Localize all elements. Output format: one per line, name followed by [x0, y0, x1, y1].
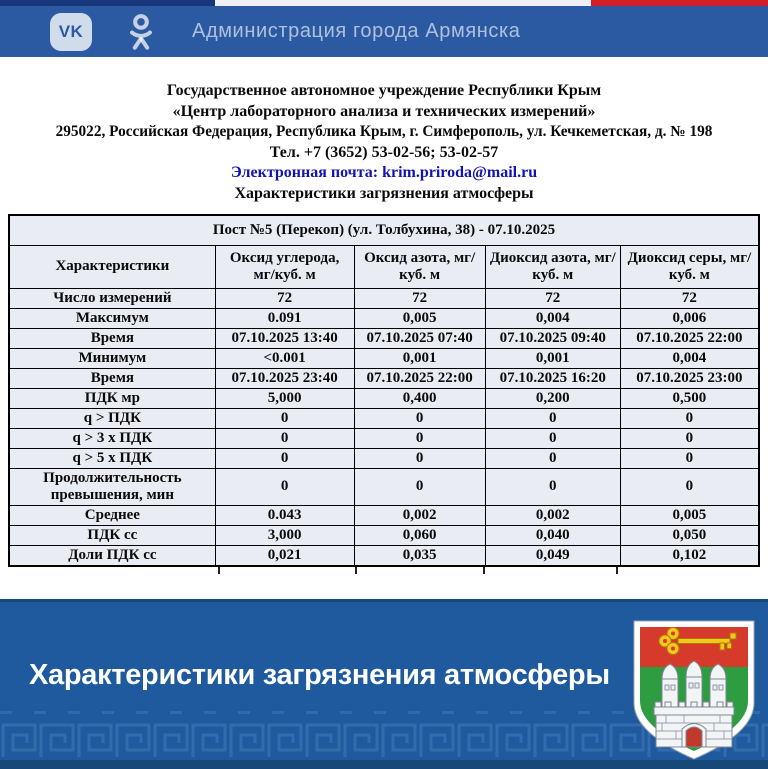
org-address-line: 295022, Российская Федерация, Республика Крым, г. Симферополь, ул. Кечкеметская, д. № 198 [55, 123, 713, 140]
column-header: Диоксид серы, мг/куб. м [620, 245, 759, 288]
community-title[interactable]: Администрация города Армянска [192, 20, 521, 42]
table-cell: 0.091 [215, 308, 354, 328]
table-cell: 0 [354, 468, 485, 505]
banner-bottom-strip [0, 760, 768, 769]
table-cell: 0,004 [485, 308, 620, 328]
ok-icon[interactable] [122, 12, 160, 52]
pollution-table [8, 214, 760, 567]
row-label: ПДК мр [9, 388, 215, 408]
table-cell: 0,006 [620, 308, 759, 328]
table-cell: 0 [354, 448, 485, 468]
table-cell: 5,000 [215, 388, 354, 408]
table-cell: 0 [215, 408, 354, 428]
flag-stripe-red [591, 0, 768, 6]
row-label: Продолжительность превышения, мин [9, 468, 215, 505]
table-cell: 0 [620, 408, 759, 428]
footer-banner [0, 599, 768, 769]
row-label: Время [9, 368, 215, 388]
table-row [9, 348, 759, 368]
table-cell: 0 [620, 468, 759, 505]
org-header [0, 57, 768, 204]
table-cell: 0,004 [620, 348, 759, 368]
table-cell: 0,001 [354, 348, 485, 368]
table-cell: 0 [485, 448, 620, 468]
row-label: Доли ПДК сс [9, 545, 215, 566]
table-row [9, 288, 759, 308]
table-row [9, 505, 759, 525]
table-cell: 0 [485, 408, 620, 428]
row-label: Минимум [9, 348, 215, 368]
flag-stripe-blue [0, 0, 215, 6]
flag-stripe [0, 0, 768, 6]
table-cell: <0.001 [215, 348, 354, 368]
table-cell: 07.10.2025 13:40 [215, 328, 354, 348]
vk-icon[interactable]: VK [50, 13, 92, 51]
table-cell: 72 [620, 288, 759, 308]
spacer [0, 575, 768, 599]
table-cell: 0 [485, 428, 620, 448]
table-cell: 0,002 [354, 505, 485, 525]
table-cell: 0 [215, 428, 354, 448]
table-cell: 0,005 [620, 505, 759, 525]
pollution-table-body [9, 288, 759, 566]
social-bar [0, 6, 768, 57]
table-cell: 07.10.2025 09:40 [485, 328, 620, 348]
column-header: Оксид углерода, мг/куб. м [215, 245, 354, 288]
org-name-line: Государственное автономное учреждение Республики Крым [166, 82, 602, 99]
banner-title: Характеристики загрязнения атмосферы [29, 658, 610, 691]
table-row [9, 368, 759, 388]
table-cell: 07.10.2025 23:40 [215, 368, 354, 388]
table-border-stubs [16, 567, 752, 575]
flag-stripe-white [215, 0, 591, 6]
table-cell: 3,000 [215, 525, 354, 545]
table-row [9, 448, 759, 468]
armyansk-crest-icon [632, 619, 756, 761]
column-header: Оксид азота, мг/куб. м [354, 245, 485, 288]
table-cell: 0 [215, 468, 354, 505]
table-row [9, 525, 759, 545]
table-cell: 0,400 [354, 388, 485, 408]
row-label: Среднее [9, 505, 215, 525]
row-label: ПДК сс [9, 525, 215, 545]
table-cell: 72 [354, 288, 485, 308]
row-label: q > 3 х ПДК [9, 428, 215, 448]
table-cell: 0,040 [485, 525, 620, 545]
table-cell: 07.10.2025 22:00 [620, 328, 759, 348]
column-header: Характеристики [9, 245, 215, 288]
pollution-table-wrap [8, 214, 760, 575]
table-row [9, 545, 759, 566]
row-label: Число измерений [9, 288, 215, 308]
table-cell: 72 [215, 288, 354, 308]
table-row [9, 408, 759, 428]
table-cell: 07.10.2025 07:40 [354, 328, 485, 348]
table-cell: 0 [485, 468, 620, 505]
table-cell: 0 [620, 448, 759, 468]
table-cell: 0 [620, 428, 759, 448]
table-cell: 0,200 [485, 388, 620, 408]
row-label: Максимум [9, 308, 215, 328]
table-column-header-row [9, 245, 759, 288]
table-cell: 0 [354, 428, 485, 448]
table-cell: 0,060 [354, 525, 485, 545]
table-cell: 0,002 [485, 505, 620, 525]
row-label: q > ПДК [9, 408, 215, 428]
table-cell: 72 [485, 288, 620, 308]
report-subtitle: Характеристики загрязнения атмосферы [234, 184, 534, 202]
table-cell: 0 [354, 408, 485, 428]
table-cell: 0,102 [620, 545, 759, 566]
row-label: Время [9, 328, 215, 348]
org-subname-line: «Центр лабораторного анализа и технических измерений» [172, 102, 596, 120]
table-row [9, 468, 759, 505]
table-cell: 07.10.2025 23:00 [620, 368, 759, 388]
table-cell: 0,050 [620, 525, 759, 545]
org-email-link[interactable]: Электронная почта: krim.priroda@mail.ru [230, 164, 538, 181]
org-phone-line: Тел. +7 (3652) 53-02-56; 53-02-57 [269, 143, 499, 161]
row-label: q > 5 х ПДК [9, 448, 215, 468]
table-cell: 0.043 [215, 505, 354, 525]
table-cell: 0 [215, 448, 354, 468]
table-title-row [9, 215, 759, 245]
table-cell: 0,005 [354, 308, 485, 328]
table-row [9, 328, 759, 348]
table-row [9, 428, 759, 448]
table-title: Пост №5 (Перекоп) (ул. Толбухина, 38) - 07.10.2025 [9, 215, 759, 245]
table-row [9, 388, 759, 408]
table-cell: 0,500 [620, 388, 759, 408]
table-cell: 07.10.2025 16:20 [485, 368, 620, 388]
table-cell: 07.10.2025 22:00 [354, 368, 485, 388]
table-cell: 0,049 [485, 545, 620, 566]
table-cell: 0,001 [485, 348, 620, 368]
table-cell: 0,035 [354, 545, 485, 566]
table-row [9, 308, 759, 328]
table-cell: 0,021 [215, 545, 354, 566]
column-header: Диоксид азота, мг/куб. м [485, 245, 620, 288]
